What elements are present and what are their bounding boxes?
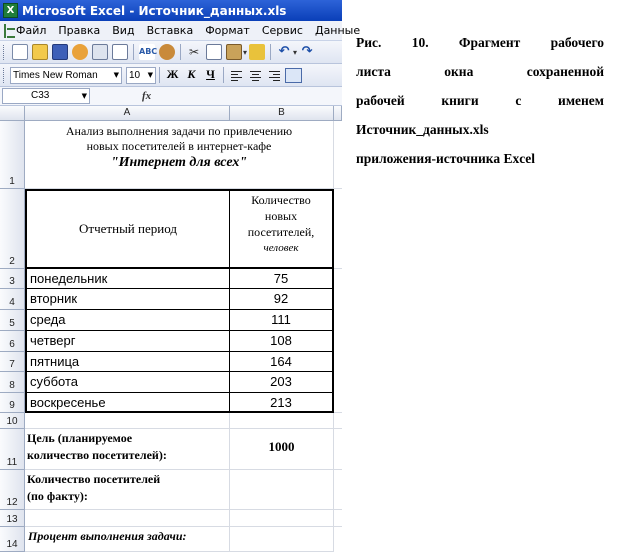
- empty-cell[interactable]: [25, 510, 230, 527]
- font-name-select[interactable]: [10, 67, 122, 84]
- column-c-cell[interactable]: [334, 413, 342, 429]
- toolbar-separator: [180, 44, 181, 60]
- format-painter-icon[interactable]: [249, 44, 265, 60]
- row-header[interactable]: 12: [0, 470, 25, 510]
- table-row-day[interactable]: вторник: [25, 289, 230, 310]
- spelling-icon[interactable]: ABC: [139, 44, 155, 60]
- align-left-icon[interactable]: [228, 67, 245, 84]
- menu-bar: [0, 21, 361, 41]
- table-row-value[interactable]: 203: [230, 372, 334, 393]
- title-cell[interactable]: [25, 121, 334, 189]
- row-header[interactable]: 11: [0, 429, 25, 470]
- underline-button[interactable]: Ч: [206, 66, 215, 81]
- fact-value-cell[interactable]: [230, 470, 334, 510]
- row-header[interactable]: 10: [0, 413, 25, 429]
- table-row-value[interactable]: 75: [230, 269, 334, 289]
- header-count-cell[interactable]: [230, 189, 334, 269]
- row-header[interactable]: 9: [0, 393, 25, 413]
- table-row-value[interactable]: 108: [230, 331, 334, 352]
- row-header[interactable]: 6: [0, 331, 25, 352]
- goal-label-cell[interactable]: [25, 429, 230, 470]
- title-line-2: новых посетителей в интернет-кафе: [86, 139, 272, 153]
- toolbar-separator: [223, 67, 224, 83]
- menu-file[interactable]: Файл: [16, 24, 47, 37]
- undo-dropdown-icon[interactable]: ▾: [293, 47, 298, 57]
- table-row-value[interactable]: 164: [230, 352, 334, 372]
- name-box[interactable]: [2, 88, 90, 104]
- title-bar: [0, 0, 342, 21]
- new-icon[interactable]: [12, 44, 28, 60]
- cut-icon[interactable]: ✂: [188, 45, 200, 59]
- caption-line-2: листа окна сохраненной: [356, 64, 604, 79]
- empty-cell[interactable]: [230, 510, 334, 527]
- formula-bar: [0, 87, 342, 106]
- print-icon[interactable]: [92, 44, 108, 60]
- print-preview-icon[interactable]: [112, 44, 128, 60]
- title-line-3: "Интернет для всех": [110, 155, 248, 170]
- chevron-down-icon: ▼: [81, 92, 87, 100]
- save-icon[interactable]: [52, 44, 68, 60]
- table-row-value[interactable]: 92: [230, 289, 334, 310]
- menu-data[interactable]: Данные: [314, 24, 361, 37]
- paste-dropdown-icon[interactable]: ▾: [243, 47, 248, 57]
- excel-app-icon[interactable]: X: [3, 3, 18, 18]
- empty-cell[interactable]: [230, 413, 334, 429]
- open-icon[interactable]: [32, 44, 48, 60]
- merge-center-icon[interactable]: [285, 68, 302, 83]
- align-center-icon[interactable]: [247, 67, 264, 84]
- select-all-corner[interactable]: [0, 106, 25, 121]
- header-count-line-3: посетителей,: [247, 225, 315, 239]
- column-c-cell[interactable]: [334, 269, 342, 413]
- caption-line-3: рабочей книги с именем: [356, 93, 604, 108]
- goal-value-cell[interactable]: 1000: [230, 429, 334, 470]
- row-header[interactable]: 7: [0, 352, 25, 372]
- font-name-value: Times New Roman: [13, 69, 98, 81]
- toolbar-separator: [270, 44, 271, 60]
- column-c-cell[interactable]: [334, 121, 342, 189]
- research-icon[interactable]: [159, 44, 175, 60]
- menu-insert[interactable]: Вставка: [146, 24, 194, 37]
- table-row-value[interactable]: 111: [230, 310, 334, 331]
- toolbar-separator: [159, 67, 160, 83]
- column-header-b[interactable]: B: [230, 106, 334, 121]
- permission-icon[interactable]: [72, 44, 88, 60]
- table-row-day[interactable]: понедельник: [25, 269, 230, 289]
- copy-icon[interactable]: [206, 44, 222, 60]
- table-row-day[interactable]: воскресенье: [25, 393, 230, 413]
- italic-button[interactable]: К: [187, 66, 196, 81]
- column-header-a[interactable]: A: [25, 106, 230, 121]
- toolbar-separator: [133, 44, 134, 60]
- title-line-1: Анализ выполнения задачи по привлечению: [65, 124, 293, 138]
- row-header[interactable]: 1: [0, 121, 25, 189]
- window-title: Microsoft Excel - Источник_данных.xls: [22, 3, 287, 18]
- empty-cell[interactable]: [25, 413, 230, 429]
- header-period-cell[interactable]: [25, 189, 230, 269]
- table-row-day[interactable]: пятница: [25, 352, 230, 372]
- toolbar-grip[interactable]: [3, 45, 6, 60]
- redo-icon[interactable]: ↷: [301, 44, 313, 59]
- column-c-cell[interactable]: [334, 510, 342, 527]
- column-c-cell[interactable]: [334, 429, 342, 470]
- caption-line-5: приложения-источника Excel: [356, 151, 535, 166]
- table-row-day[interactable]: четверг: [25, 331, 230, 352]
- chevron-down-icon: ▼: [147, 70, 153, 79]
- menu-tools[interactable]: Сервис: [261, 24, 303, 37]
- menu-edit[interactable]: Правка: [58, 24, 101, 37]
- align-right-icon[interactable]: [266, 67, 283, 84]
- fact-label-line-1: Количество посетителей: [27, 472, 161, 486]
- column-c-cell[interactable]: [334, 470, 342, 510]
- caption-line-1: Рис. 10. Фрагмент рабочего: [356, 35, 604, 50]
- column-c-cell[interactable]: [334, 189, 342, 269]
- fact-label-line-2: (по факту):: [27, 489, 88, 503]
- caption-filename: Источник_данных.xls: [356, 122, 489, 137]
- figure-caption: [356, 28, 604, 173]
- menu-format[interactable]: Формат: [205, 24, 250, 37]
- row-header[interactable]: 8: [0, 372, 25, 393]
- fact-label-cell[interactable]: [25, 470, 230, 510]
- formatting-toolbar: [0, 64, 342, 87]
- goal-label-line-1: Цель (планируемое: [27, 431, 133, 445]
- row-header[interactable]: 4: [0, 289, 25, 310]
- toolbar-grip[interactable]: [3, 68, 6, 83]
- standard-toolbar: [0, 41, 342, 64]
- table-row-value[interactable]: 213: [230, 393, 334, 413]
- chevron-down-icon: ▼: [113, 70, 119, 79]
- bold-button[interactable]: Ж: [166, 66, 179, 81]
- header-count-unit: человек: [263, 242, 299, 254]
- row-header[interactable]: 13: [0, 510, 25, 527]
- percent-value-cell[interactable]: [230, 527, 334, 552]
- row-header[interactable]: 2: [0, 189, 25, 269]
- table-row-day[interactable]: среда: [25, 310, 230, 331]
- fx-icon[interactable]: fx: [142, 90, 152, 102]
- row-header[interactable]: 14: [0, 527, 25, 552]
- column-header-c[interactable]: [334, 106, 342, 121]
- row-header[interactable]: 3: [0, 269, 25, 289]
- name-box-value: C33: [31, 90, 50, 101]
- header-count-line-2: новых: [264, 209, 298, 223]
- workbook-icon[interactable]: [4, 24, 6, 38]
- header-period: Отчетный период: [79, 221, 177, 236]
- row-header[interactable]: 5: [0, 310, 25, 331]
- goal-label-line-2: количество посетителей):: [27, 448, 167, 462]
- paste-icon[interactable]: [226, 44, 242, 60]
- undo-icon[interactable]: ↶: [278, 44, 290, 59]
- font-size-value: 10: [129, 69, 141, 81]
- table-row-day[interactable]: суббота: [25, 372, 230, 393]
- header-count-line-1: Количество: [251, 193, 311, 207]
- font-size-select[interactable]: [126, 67, 156, 84]
- percent-label-cell[interactable]: Процент выполнения задачи:: [25, 527, 230, 552]
- menu-view[interactable]: Вид: [112, 24, 135, 37]
